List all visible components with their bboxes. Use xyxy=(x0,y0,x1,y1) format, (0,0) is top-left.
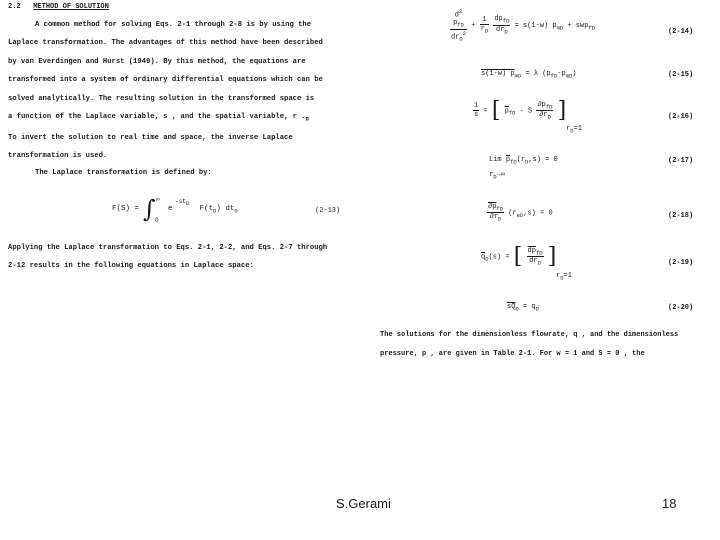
left-scan-column xyxy=(0,0,352,280)
text-line: transformed into a system of ordinary differential equations which can be xyxy=(8,76,323,85)
equation-2-17: Lim $\overline{p}_{fD}(r_D,s) = 0$ xyxy=(489,156,558,166)
text-line: Applying the Laplace transformation to Eqs. 2-1, 2-2, and Eqs. 2-7 through xyxy=(8,244,328,252)
fraction: $\frac{dp_{fD}}{dr_D}$ xyxy=(494,15,510,36)
fraction: $\frac{\overline{dp}_{fD}}{dr_D}$ xyxy=(527,246,543,267)
slide-page-number: 18 xyxy=(662,496,677,511)
fraction: $\frac{\partial p_{fD}}{\partial r_D}$ xyxy=(537,100,553,121)
eq-lhs: F(S) = xyxy=(112,205,140,213)
integral-sign: ∫ xyxy=(143,195,156,223)
equation-number: (2-15) xyxy=(668,71,694,79)
equation-number: (2-17) xyxy=(668,157,694,165)
text-line: 2-12 results in the following equations in Laplace space: xyxy=(8,262,254,271)
text-line: The Laplace transformation is defined by: xyxy=(35,169,212,177)
section-heading xyxy=(8,3,109,11)
text-line: A common method for solving Eqs. 2-1 through 2-8 is by using the xyxy=(35,21,312,29)
section-title: METHOD OF SOLUTION xyxy=(33,3,109,11)
paragraph-method xyxy=(8,16,323,166)
fraction: $\frac{1}{s}$ xyxy=(474,102,479,119)
equation-2-19: $\overline{q}_D(s)$ = [ $\frac{\overline{dp}_{fD}}{dr_D}$ ] xyxy=(481,244,557,269)
integral-lower-limit: 0 xyxy=(155,217,159,224)
text-line: Laplace transformation. The advantages of this method have been described xyxy=(8,39,323,48)
equation-2-14: $d^2$ $p_{fD}$ $dr_D^2$ + $\frac{1}{r_D}$ $\frac{dp_{fD}}{dr_D}$ = s(1-w) $p_{mD} + swp_{fD}$ xyxy=(451,8,596,43)
text-line: pressure, p , are given in Table 2-1. For w = 1 and S = 0 , the xyxy=(380,349,645,358)
fraction: $\frac{1}{r_D}$ xyxy=(480,16,489,35)
equation-number: (2-16) xyxy=(668,113,694,121)
equation-number: (2-18) xyxy=(668,212,694,220)
equation-2-20: $\overline{sQ}_D = q_D$ xyxy=(507,303,539,313)
right-scan-column xyxy=(370,0,720,362)
equation-condition: $r_D=1$ xyxy=(566,125,582,135)
equation-number: (2-14) xyxy=(668,28,694,36)
text-line: The solutions for the dimensionless flowrate, q , and the dimensionless xyxy=(380,331,679,339)
exponent: -stD xyxy=(175,198,190,208)
equation-2-15: s(1-w) $p_{mD} = \lambda$ $(p_{fD}-p_{mD})$ xyxy=(481,70,577,80)
fraction: $\frac{\partial p_{fD}}{\partial r_D}$ xyxy=(488,203,504,223)
integral-upper-limit: ∞ xyxy=(156,196,160,203)
equation-2-18: $\frac{\partial p_{fD}}{\partial r_D}$ $(r_{eD},s) = 0$ xyxy=(488,203,553,223)
limit-subscript: $r_D\to\infty$ xyxy=(489,171,505,181)
equation-2-16: $\frac{1}{s}$ = [ $\overline{p}_{fD}$ - S $\frac{\partial p_{fD}}{\partial r_D}$ ] xyxy=(474,98,567,123)
text-line: solved analytically. The resulting solution in the transformed space is xyxy=(8,94,315,103)
equation-2-13 xyxy=(112,196,352,226)
paragraph-solutions xyxy=(380,326,678,363)
slide-author: S.Gerami xyxy=(336,496,391,511)
text-line: To invert the solution to real time and space, the inverse Laplace xyxy=(8,133,293,142)
text-line: by van Everdingen and Hurst (1949). By this method, the equations are xyxy=(8,57,306,66)
equation-number: (2-13) xyxy=(315,207,341,215)
section-number: 2.2 xyxy=(8,3,21,11)
text-line-with-sub: a function of the Laplace variable, s , and the spatial variable, r $._D$ xyxy=(8,113,309,123)
equation-number: (2-20) xyxy=(668,304,694,312)
equation-number: (2-19) xyxy=(668,259,694,267)
paragraph-applying xyxy=(8,239,327,276)
paragraph-definition xyxy=(8,164,212,182)
equation-condition: $r_D=1$ xyxy=(556,272,572,282)
fraction: $d^2$ $p_{fD}$ $dr_D^2$ xyxy=(451,8,467,43)
integrand: e $F(t_D)$ $dt_D$ xyxy=(168,205,238,215)
text-line: transformation is used. xyxy=(8,152,108,161)
